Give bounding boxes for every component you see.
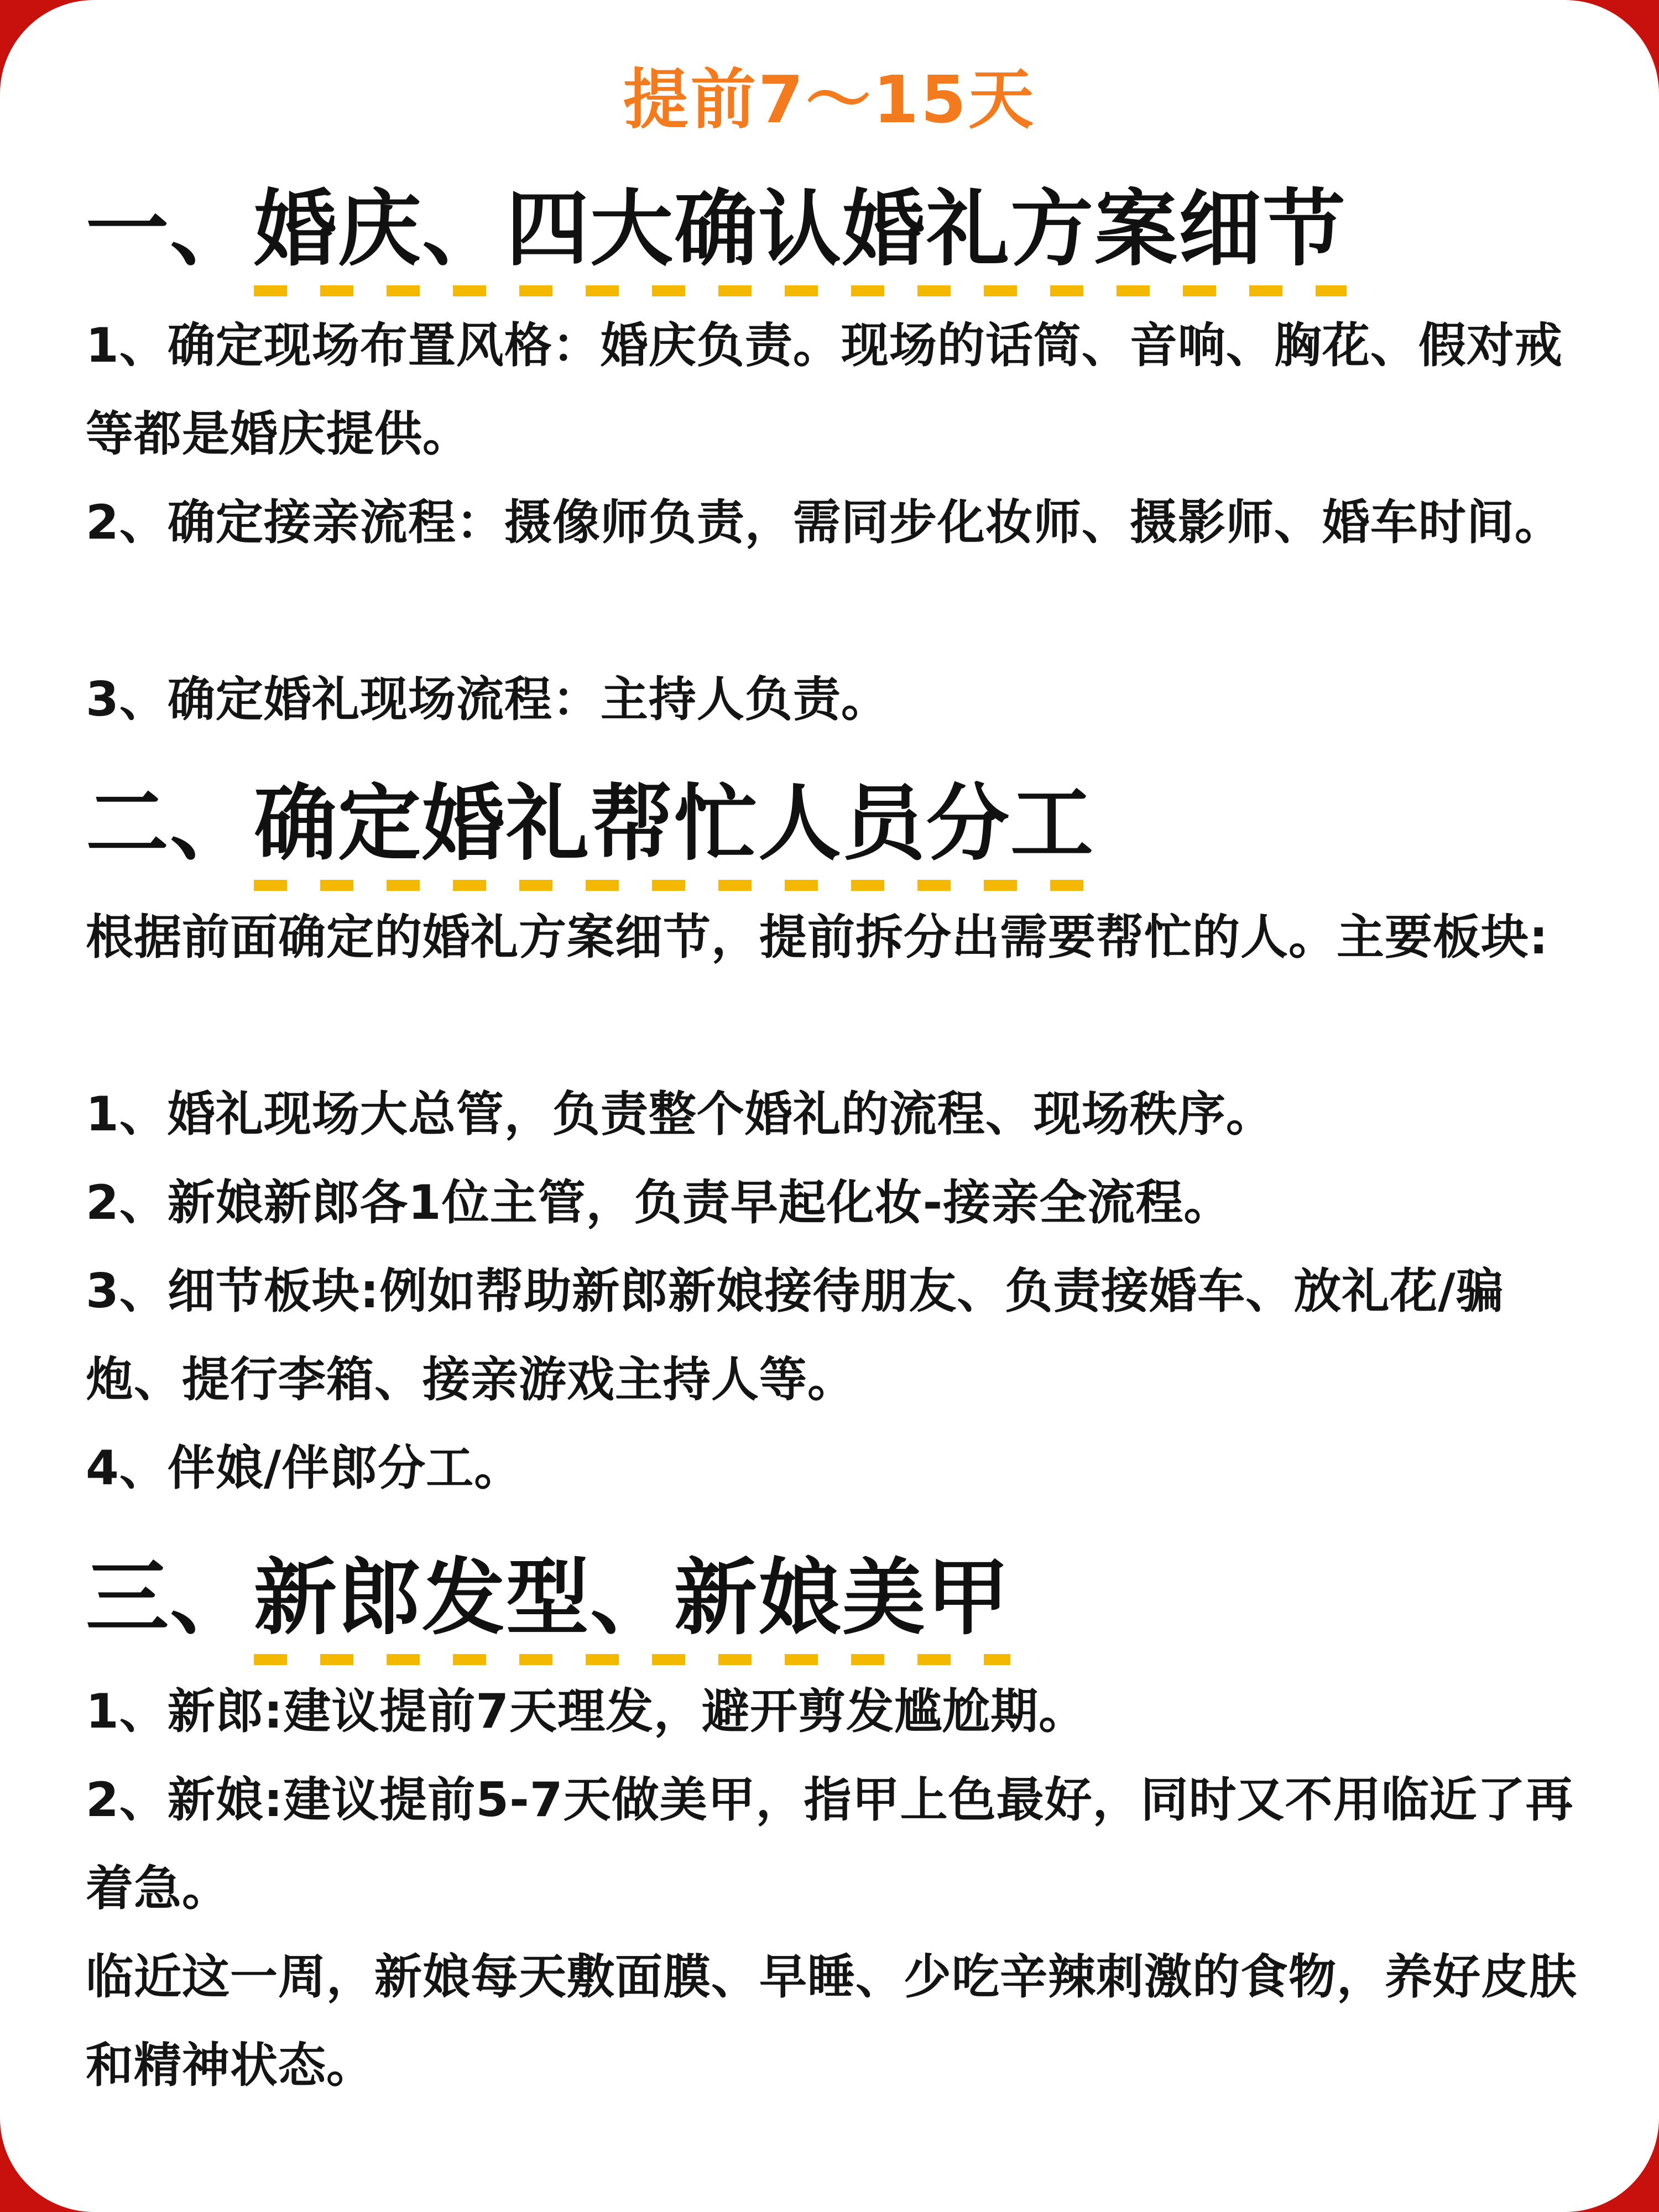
page-title: 提前7～15天: [623, 61, 1036, 138]
section-2-item-4: 4、伴娘/伴郎分工。: [86, 1441, 523, 1496]
section-heading-2: [86, 771, 1094, 891]
section-3-item-1: 1、新郎:建议提前7天理发，避开剪发尴尬期。: [86, 1684, 1087, 1739]
section-heading-1: [86, 177, 1347, 296]
section-2-item-3: 3、细节板块:例如帮助新郎新娘接待朋友、负责接婚车、放礼花/骗炮、提行李箱、接亲游戏主持人等。: [86, 1264, 1504, 1407]
section-marker-2: 二、: [86, 776, 254, 872]
section-marker-3: 三、: [86, 1550, 254, 1646]
section-1-item-1: 1、确定现场布置风格：婚庆负责。现场的话筒、音响、胸花、假对戒等都是婚庆提供。: [86, 318, 1563, 462]
section-1-item-3: 3、确定婚礼现场流程：主持人负责。: [86, 672, 889, 727]
section-title-1: 婚庆、四大确认婚礼方案细节: [254, 177, 1347, 296]
section-1-item-2: 2、确定接亲流程：摄像师负责，需同步化妆师、摄影师、婚车时间。: [86, 495, 1563, 550]
section-3-item-2: 2、新娘:建议提前5-7天做美甲，指甲上色最好，同时又不用临近了再着急。: [86, 1772, 1574, 1916]
section-heading-3: [86, 1546, 1010, 1665]
section-title-3: 新郎发型、新娘美甲: [254, 1546, 1010, 1665]
section-title-2: 确定婚礼帮忙人员分工: [254, 771, 1094, 891]
section-2-intro: 根据前面确定的婚礼方案细节，提前拆分出需要帮忙的人。主要板块:: [86, 910, 1549, 965]
section-3-closing: 临近这一周，新娘每天敷面膜、早睡、少吃辛辣刺激的食物，养好皮肤和精神状态。: [86, 1949, 1577, 2093]
section-2-item-2: 2、新娘新郎各1位主管，负责早起化妆-接亲全流程。: [86, 1175, 1232, 1230]
section-marker-1: 一、: [86, 181, 254, 278]
section-2-item-1: 1、婚礼现场大总管，负责整个婚礼的流程、现场秩序。: [86, 1087, 1274, 1142]
